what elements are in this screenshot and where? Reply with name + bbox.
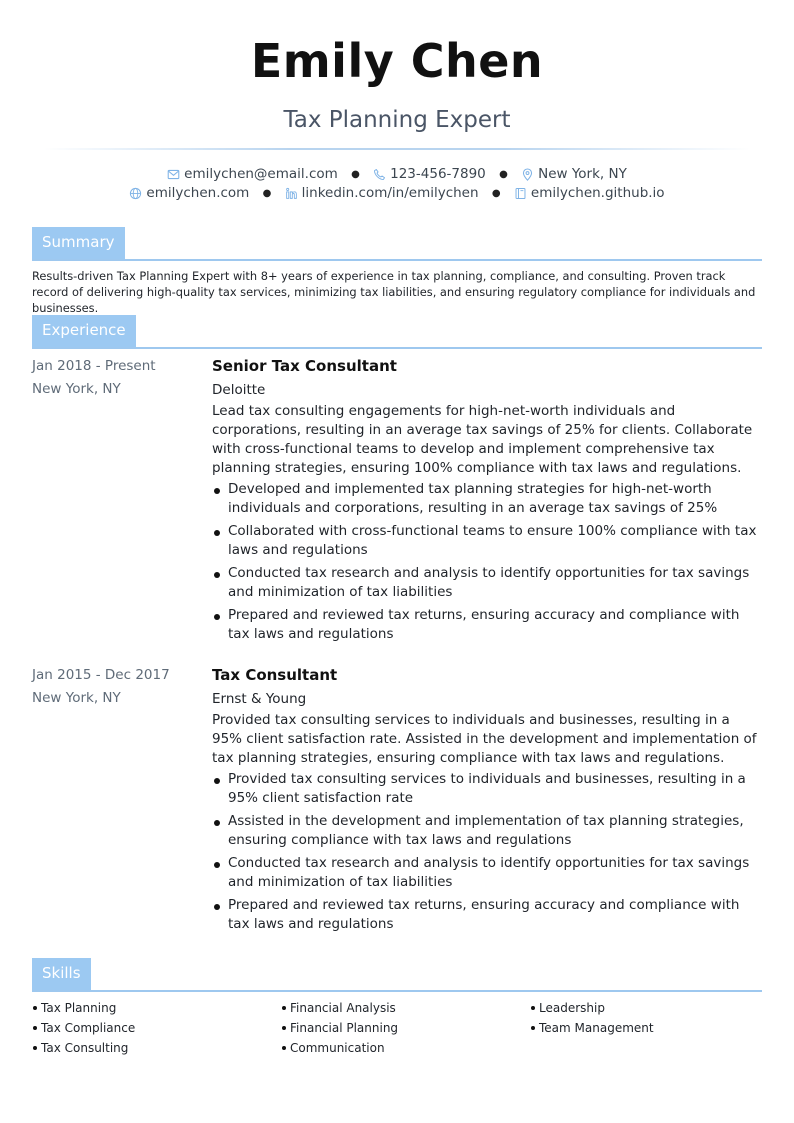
skill-item: Team Management: [530, 1018, 770, 1038]
email-text: emilychen@email.com: [184, 166, 338, 182]
candidate-name: Emily Chen: [250, 34, 544, 88]
experience-heading: Experience: [32, 315, 136, 347]
github-contact[interactable]: [514, 185, 665, 201]
separator-dot: ●: [491, 187, 501, 199]
job-bullets: [212, 480, 762, 644]
job-bullet: Prepared and reviewed tax returns, ensuring accuracy and compliance with tax laws and regulations: [212, 896, 762, 934]
github-icon: [514, 187, 527, 200]
linkedin-icon: [285, 187, 298, 200]
job-bullet: Collaborated with cross-functional teams to ensure 100% compliance with tax laws and regulations: [212, 522, 762, 560]
skills-column: [530, 998, 770, 1038]
job-bullet: Conducted tax research and analysis to identify opportunities for tax savings and minimization of tax liabilities: [212, 854, 762, 892]
job-bullet: Assisted in the development and implementation of tax planning strategies, ensuring compliance with tax laws and regulations: [212, 812, 762, 850]
skill-item: Tax Planning: [32, 998, 272, 1018]
skills-column: [32, 998, 272, 1058]
skills-heading: Skills: [32, 958, 91, 990]
experience-section-header: [32, 315, 762, 349]
website-contact[interactable]: [129, 185, 249, 201]
job-bullets: [212, 770, 762, 934]
job-bullet: Conducted tax research and analysis to identify opportunities for tax savings and minimization of tax liabilities: [212, 564, 762, 602]
job-location: New York, NY: [32, 381, 121, 397]
github-text: emilychen.github.io: [530, 185, 665, 201]
job-description: Provided tax consulting services to individuals and businesses, resulting in a 95% client satisfaction rate. Assisted in the development and implementation of tax planning strategies, ensuring compliance with tax laws and regulations.: [212, 712, 757, 766]
job-bullet: Provided tax consulting services to individuals and businesses, resulting in a 95% client satisfaction rate: [212, 770, 762, 808]
job-company: Deloitte: [212, 382, 266, 398]
job-bullet: Prepared and reviewed tax returns, ensuring accuracy and compliance with tax laws and regulations: [212, 606, 762, 644]
phone-contact[interactable]: [373, 166, 486, 182]
mail-icon: [167, 168, 180, 181]
separator-dot: ●: [262, 187, 272, 199]
skill-item: Tax Consulting: [32, 1038, 272, 1058]
skill-item: Tax Compliance: [32, 1018, 272, 1038]
email-contact[interactable]: [167, 166, 338, 182]
contact-line-2: [0, 185, 794, 201]
summary-section-header: [32, 227, 762, 261]
job-meta: [32, 664, 202, 710]
contact-line-1: [0, 166, 794, 182]
location-text: New York, NY: [538, 166, 627, 182]
location-pin-icon: [521, 168, 534, 181]
job-bullet: Developed and implemented tax planning strategies for high-net-worth individuals and corporations, resulting in an average tax savings of 25%: [212, 480, 762, 518]
linkedin-contact[interactable]: [285, 185, 479, 201]
skill-item: Financial Planning: [281, 1018, 521, 1038]
website-text: emilychen.com: [146, 185, 250, 201]
job-details: [212, 355, 762, 648]
job-details: [212, 664, 762, 938]
job-meta: [32, 355, 202, 401]
separator-dot: ●: [351, 168, 360, 180]
job-title: Tax Planning Expert: [283, 107, 511, 133]
location-contact: [521, 166, 627, 182]
job-dates: Jan 2018 - Present: [32, 358, 156, 374]
skill-item: Leadership: [530, 998, 770, 1018]
job-dates: Jan 2015 - Dec 2017: [32, 667, 170, 683]
phone-text: 123-456-7890: [390, 166, 486, 182]
job-role: Senior Tax Consultant: [212, 357, 397, 375]
job-company: Ernst & Young: [212, 691, 307, 707]
separator-dot: ●: [499, 168, 508, 180]
skills-section-header: [32, 958, 762, 992]
header-divider: [44, 148, 750, 150]
summary-heading: Summary: [32, 227, 125, 259]
job-location: New York, NY: [32, 690, 121, 706]
phone-icon: [373, 168, 386, 181]
job-role: Tax Consultant: [212, 666, 338, 684]
job-description: Lead tax consulting engagements for high-net-worth individuals and corporations, resulting in an average tax savings of 25% for clients. Collaborate with cross-functional teams to develop and implement comprehensive tax planning strategies, ensuring 100% compliance with tax laws and regulations.: [212, 403, 753, 476]
linkedin-text: linkedin.com/in/emilychen: [301, 185, 479, 201]
skill-item: Financial Analysis: [281, 998, 521, 1018]
skills-column: [281, 998, 521, 1058]
globe-icon: [129, 187, 142, 200]
summary-text: Results-driven Tax Planning Expert with 8+ years of experience in tax planning, compliance, and consulting. Proven track record of delivering high-quality tax services, minimizing tax liabilities, and ensuring regulatory compliance for individuals and businesses.: [32, 269, 756, 315]
skill-item: Communication: [281, 1038, 521, 1058]
